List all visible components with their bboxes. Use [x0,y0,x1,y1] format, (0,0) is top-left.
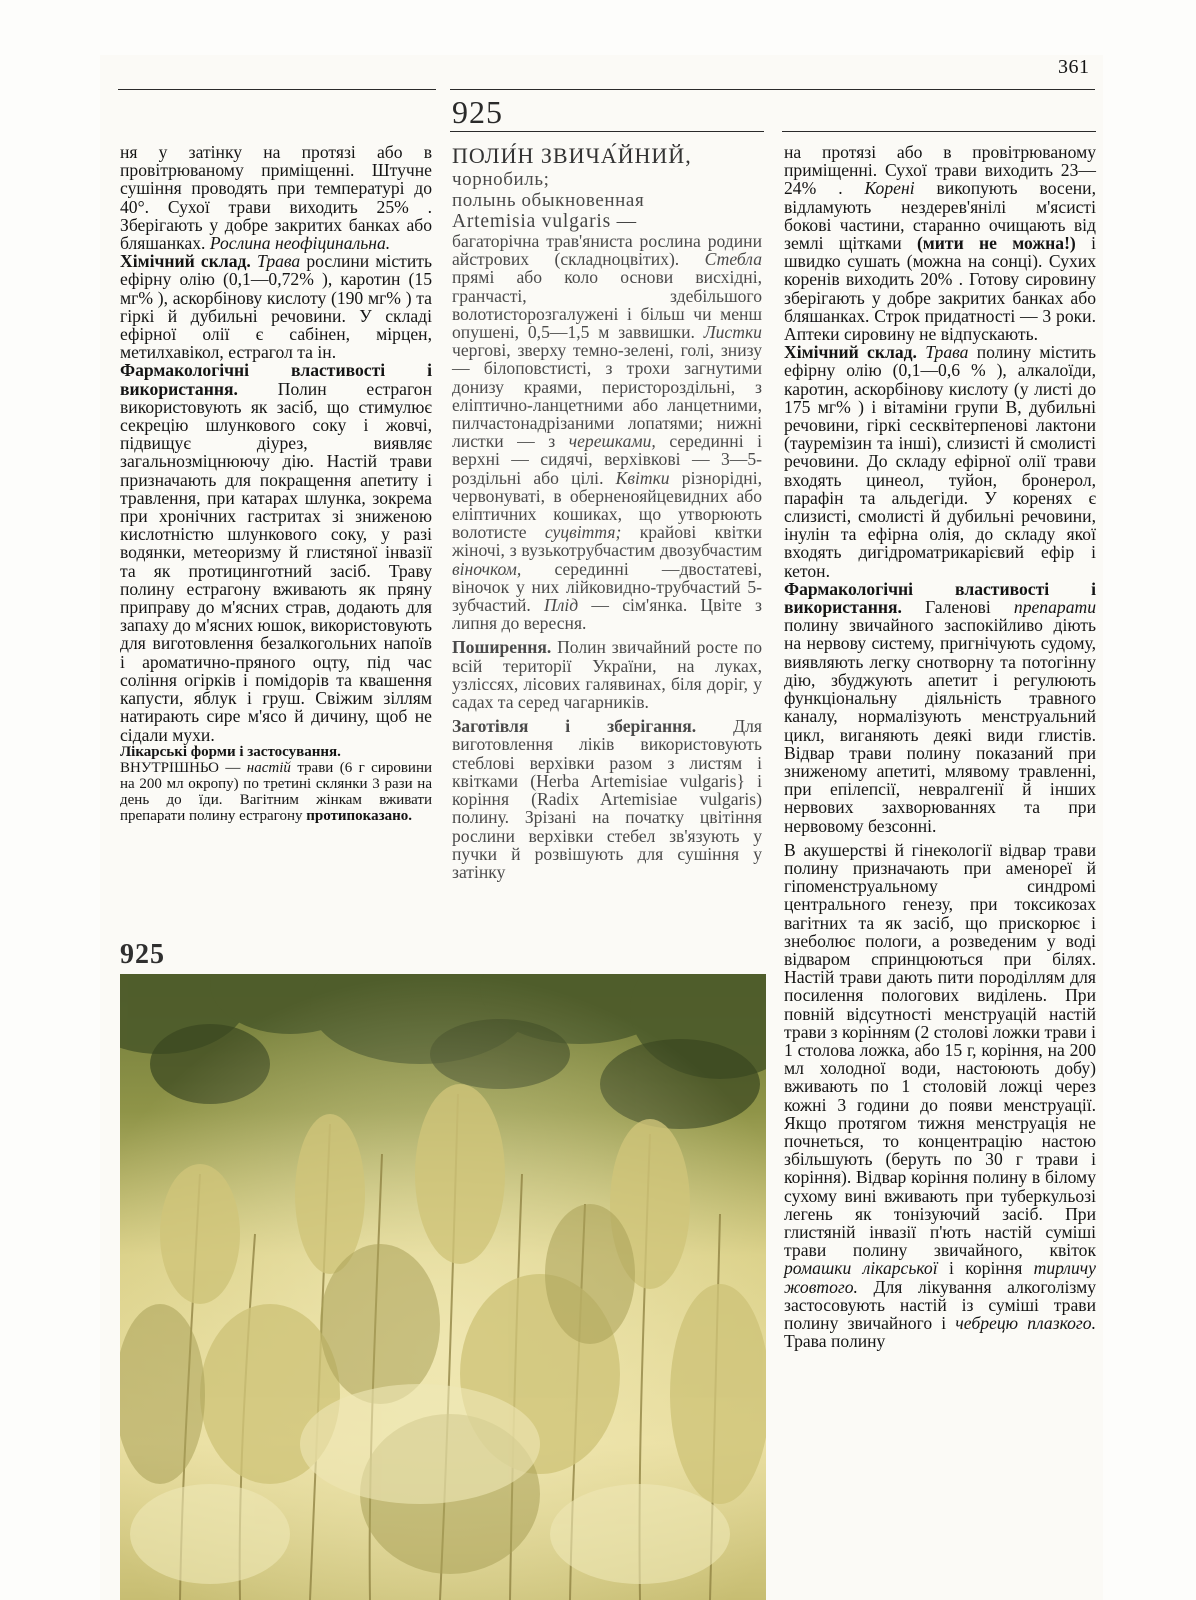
dosage-paragraph: Лікарські форми і застосування. ВНУТРІШНЬО — настій трави (6 г сировини на 200 мл окропу) по третині склянки 3 рази на день до їди. Вагітним жінкам вживати препарати полину естрагону протипоказано. [120,743,433,824]
header-rule-mid-right [450,89,1095,90]
photo-number-label: 925 [120,939,165,970]
header-rule-left [118,89,436,90]
harvest-continued-paragraph: на протязі або в провітрюваному приміщенні. Сухої трави виходить 23—24% . Корені викопують восени, відламують нездерев'янілі м'ясисті бокові частини, старанно очищають від землі щітками (мити не можна!) і швидко сушать (можна на сонці). Сухих коренів виходить 20% . Готову сировину зберігають у добре закритих банках або бляшанках. Строк придатності — 3 роки. Аптеки сировину не відпускають. [784,142,1096,345]
pharmacology-paragraph: Фармакологічні властивості і використання. Галенові препарати полину звичайного заспокійливо діють на нервову систему, пригнічують судому, виявляють легку снотворну та потогінну дію, збуджують апетит і регулюють функціональну діяльність травного каналу, нормалізують менструальний цикл, виганяють деякі види глистів. Відвар трави полину показаний при зниженому апетиті, млявому травленні, при епілепсії, невралгенії й інших нервових захворюваннях та при нервовому безсонні. [784,578,1096,836]
left-column [120,143,432,824]
middle-column [452,143,762,881]
paragraph: ня у затінку на протязі або в провітрюваному приміщенні. Штучне сушіння проводять при температурі до 40°. Сухої трави виходить 25% . Зберігають у добре закритих банках або бляшанках. Рослина неофіцинальна. [120,142,432,254]
gynecology-paragraph: В акушерстві й гінекології відвар трави полину призначають при аменореї й гіпоменструальному синдромі центрального генезу, при токсикозах вагітних та як засіб, що прискорює і знеболює пологи, а розведеним у воді відваром спринцюються при білях. Настій трави дають пити породіллям для посилення пологових виділень. При повній відсутності менструацій настій трави з корінням (2 столові ложки трави і 1 столова ложка, або 15 г, коріння, на 200 мл холодної води, настоюють добу) вживають по 1 столовій ложці через кожні 3 години до появи менструації. Якщо протягом тижня менструація не почнеться, то концентрацію настою збільшують (беруть по 30 г трави і коріння). Відвар коріння полину в білому сухому вині вживають при туберкульозі легень як тонізуючий засіб. При глистяній інвазії п'ють настій суміші трави полину звичайного, квіток ромашки лікарської і коріння тирличу жовтого. Для лікування алкоголізму застосовують настій із суміші трави полину звичайного і чебрецю плазкого. Трава полину [784,839,1096,1352]
plant-photo [120,974,766,1600]
synonym-russian: полынь обыкновенная [452,190,645,211]
chemical-composition-paragraph: Хімічний склад. Трава рослини містить ефірну олію (0,1—0,72% ), каротин (15 мг% ), аскорбінову кислоту (190 мг% ) та гіркі й дубильні речовини. У складі ефірної олії є сабінен, мірцен, метилхавікол, естрагол та ін. [120,251,432,363]
pharmacology-paragraph: Фармакологічні властивості і використання. Полин естрагон використовують як засіб, що стимулює секрецію шлункового соку і жовчі, підвищує діурез, виявляє загальнозміцнюючу дію. Настій трави призначають для покращення апетиту і травлення, при катарах шлунка, зокрема при хронічних гастритах зі зниженою кислотністю шлункового соку, у разі водянки, метеоризму й глистяної інвазії та як протицинготний засіб. Траву полину естрагону вживають як пряну приправу до м'ясних страв, додають для запаху до м'ясних юшок, використовують для виготовлення безалкогольних напоїв і ароматично-пряного оцту, під час соління огірків і помідорів та квашення капусти, яблук і груш. Свіжим зіллям натирають сире м'ясо й дичину, щоб не сідали мухи. [120,360,432,745]
right-column [784,143,1096,1350]
entry-rule-mid [450,131,764,132]
harvest-paragraph: Заготівля і зберігання. Для виготовлення ліків використовують стеблові верхівки разом з листям і квітками (Herba Artemisiae vulgaris} і коріння (Radix Artemisiae vulgaris) полину. Зрізані на початку цвітіння рослини верхівки стебел зв'язують у пучки й розвішують для сушіння у затінку [452,716,762,882]
latin-name: Artemisia vulgaris — [452,211,637,232]
chemical-composition-paragraph: Хімічний склад. Трава полину містить ефірну олію (0,1—0,6 % ), алкалоїди, каротин, аскорбінову кислоту (у листі до 175 мг% ) і вітаміни групи В, дубильні речовини, гіркі сесквітерпенові лактони (тауремізин та інші), слизисті й смолисті речовини. До складу ефірної олії трави входять цинеол, туйон, бронерол, парафін та альдегіди. У коренях є слизисті, смолисті й дубильні речовини, інулін та ефірна олія, до складу якої входять дигідроматрикарієвий ефір і кетон. [784,342,1096,581]
plant-title: ПОЛИ́Н ЗВИЧА́ЙНИЙ, [452,143,692,168]
entry-number-heading: 925 [452,94,503,130]
description-paragraph: багаторічна трав'яниста рослина родини айстрових (складноцвітих). Стебла прямі або коло основи висхідні, гранчасті, здебільшого волотисторозгалужені і більш чи менш опушені, 0,5—1,5 м заввишки. Листки чергові, зверху темно-зелені, голі, знизу — білоповстисті, з трохи загнутими донизу краями, перистороздільні, з еліптично-ланцетними або ланцетними, пилчастонадрізаними лопатями; нижні листки — з черешками, серединні і верхні — сидячі, верхівкові — 3—5-роздільні або цілі. Квітки різнорідні, червонуваті, в оберненояйцевидних або еліптичних кошиках, що утворюють волотисте суцвіття; крайові квітки жіночі, з вузькотрубчастим двозубчастим віночком, серединні —двостатеві, віночок у них лійковидно-трубчастий 5-зубчастий. Плід — сім'янка. Цвіте з липня до вересня. [452,231,762,634]
page-number: 361 [1058,56,1090,78]
synonym-ukrainian: чорнобиль; [452,169,550,190]
entry-rule-right [782,131,1096,132]
distribution-paragraph: Поширення. Полин звичайний росте по всій території України, на луках, узліссях, лісових галявинах, біля доріг, у садах та серед чагарників. [452,637,762,713]
